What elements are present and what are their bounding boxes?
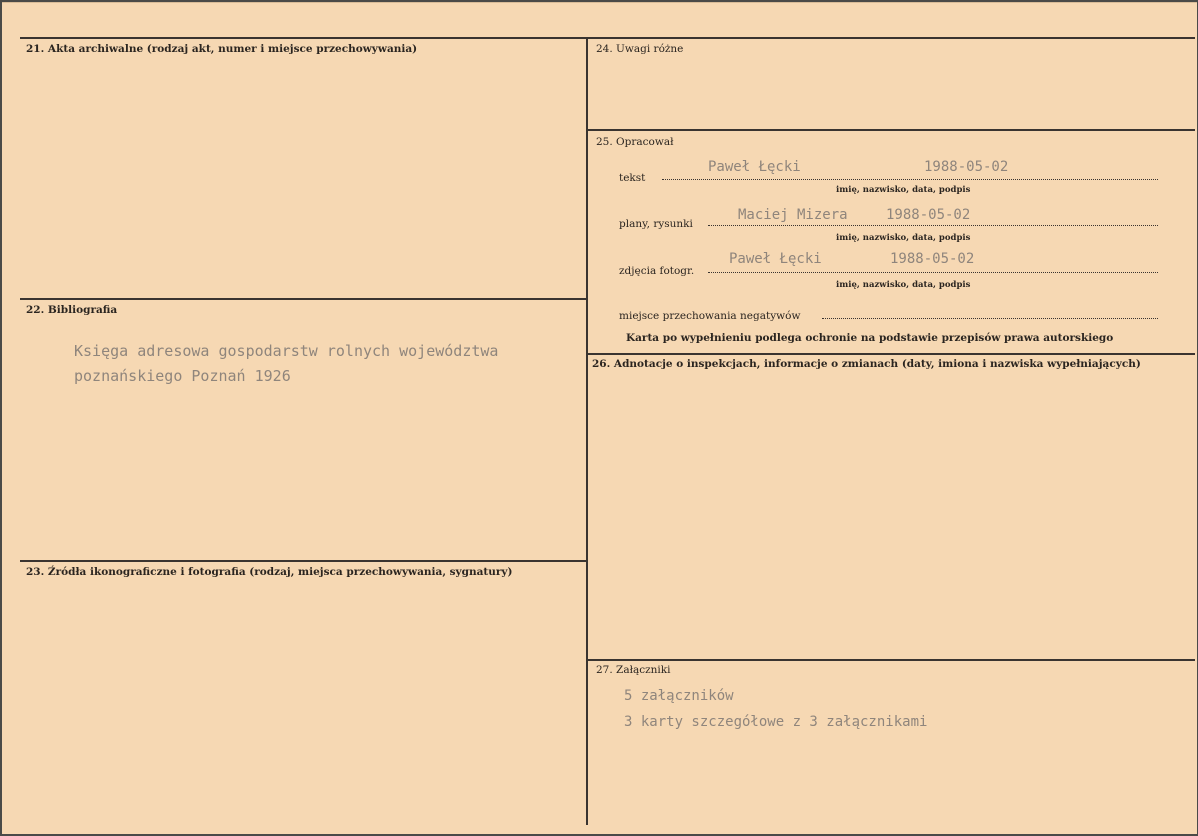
negatywy-dotline (822, 318, 1158, 319)
plany-caption: imię, nazwisko, data, podpis (836, 233, 971, 243)
attachments-line-1: 5 załączników (624, 688, 734, 704)
plany-dotline (708, 225, 1158, 226)
center-divider (586, 37, 588, 825)
zdjecia-label: zdjęcia fotogr. (619, 265, 695, 277)
section-23-label: 23. Źródła ikonograficzne i fotografia (rodzaj, miejsca przechowywania, sygnatury) (26, 566, 513, 578)
zdjecia-name: Paweł Łęcki (729, 251, 822, 267)
divider-22-23 (20, 560, 586, 562)
section-22-label: 22. Bibliografia (26, 304, 118, 316)
zdjecia-dotline (708, 272, 1158, 273)
section-21-label: 21. Akta archiwalne (rodzaj akt, numer i miejsce przechowywania) (26, 43, 418, 55)
top-rule (20, 37, 1195, 39)
divider-24-25 (588, 129, 1195, 131)
section-25-label: 25. Opracował (596, 136, 674, 148)
zdjecia-date: 1988-05-02 (890, 251, 975, 267)
section-27-label: 27. Załączniki (596, 664, 671, 676)
plany-label: plany, rysunki (619, 218, 693, 230)
tekst-date: 1988-05-02 (924, 159, 1009, 175)
negatywy-label: miejsce przechowania negatywów (619, 310, 801, 322)
tekst-caption: imię, nazwisko, data, podpis (836, 185, 971, 195)
section-24-label: 24. Uwagi różne (596, 43, 684, 55)
tekst-label: tekst (619, 172, 646, 184)
zdjecia-caption: imię, nazwisko, data, podpis (836, 280, 971, 290)
divider-26-27 (588, 659, 1195, 661)
divider-21-22 (20, 298, 586, 300)
tekst-name: Paweł Łęcki (708, 159, 801, 175)
copyright-notice: Karta po wypełnieniu podlega ochronie na podstawie przepisów prawa autorskiego (626, 332, 1114, 344)
divider-25-26 (588, 353, 1195, 355)
plany-date: 1988-05-02 (886, 207, 971, 223)
inventory-card (2, 2, 1197, 834)
bibliography-line-1: Księga adresowa gospodarstw rolnych województwa (74, 342, 499, 360)
plany-name: Maciej Mizera (738, 207, 848, 223)
bibliography-line-2: poznańskiego Poznań 1926 (74, 367, 291, 385)
attachments-line-2: 3 karty szczegółowe z 3 załącznikami (624, 714, 928, 730)
section-26-label: 26. Adnotacje o inspekcjach, informacje o zmianach (daty, imiona i nazwiska wypełniających) (592, 358, 1141, 370)
tekst-dotline (662, 179, 1158, 180)
